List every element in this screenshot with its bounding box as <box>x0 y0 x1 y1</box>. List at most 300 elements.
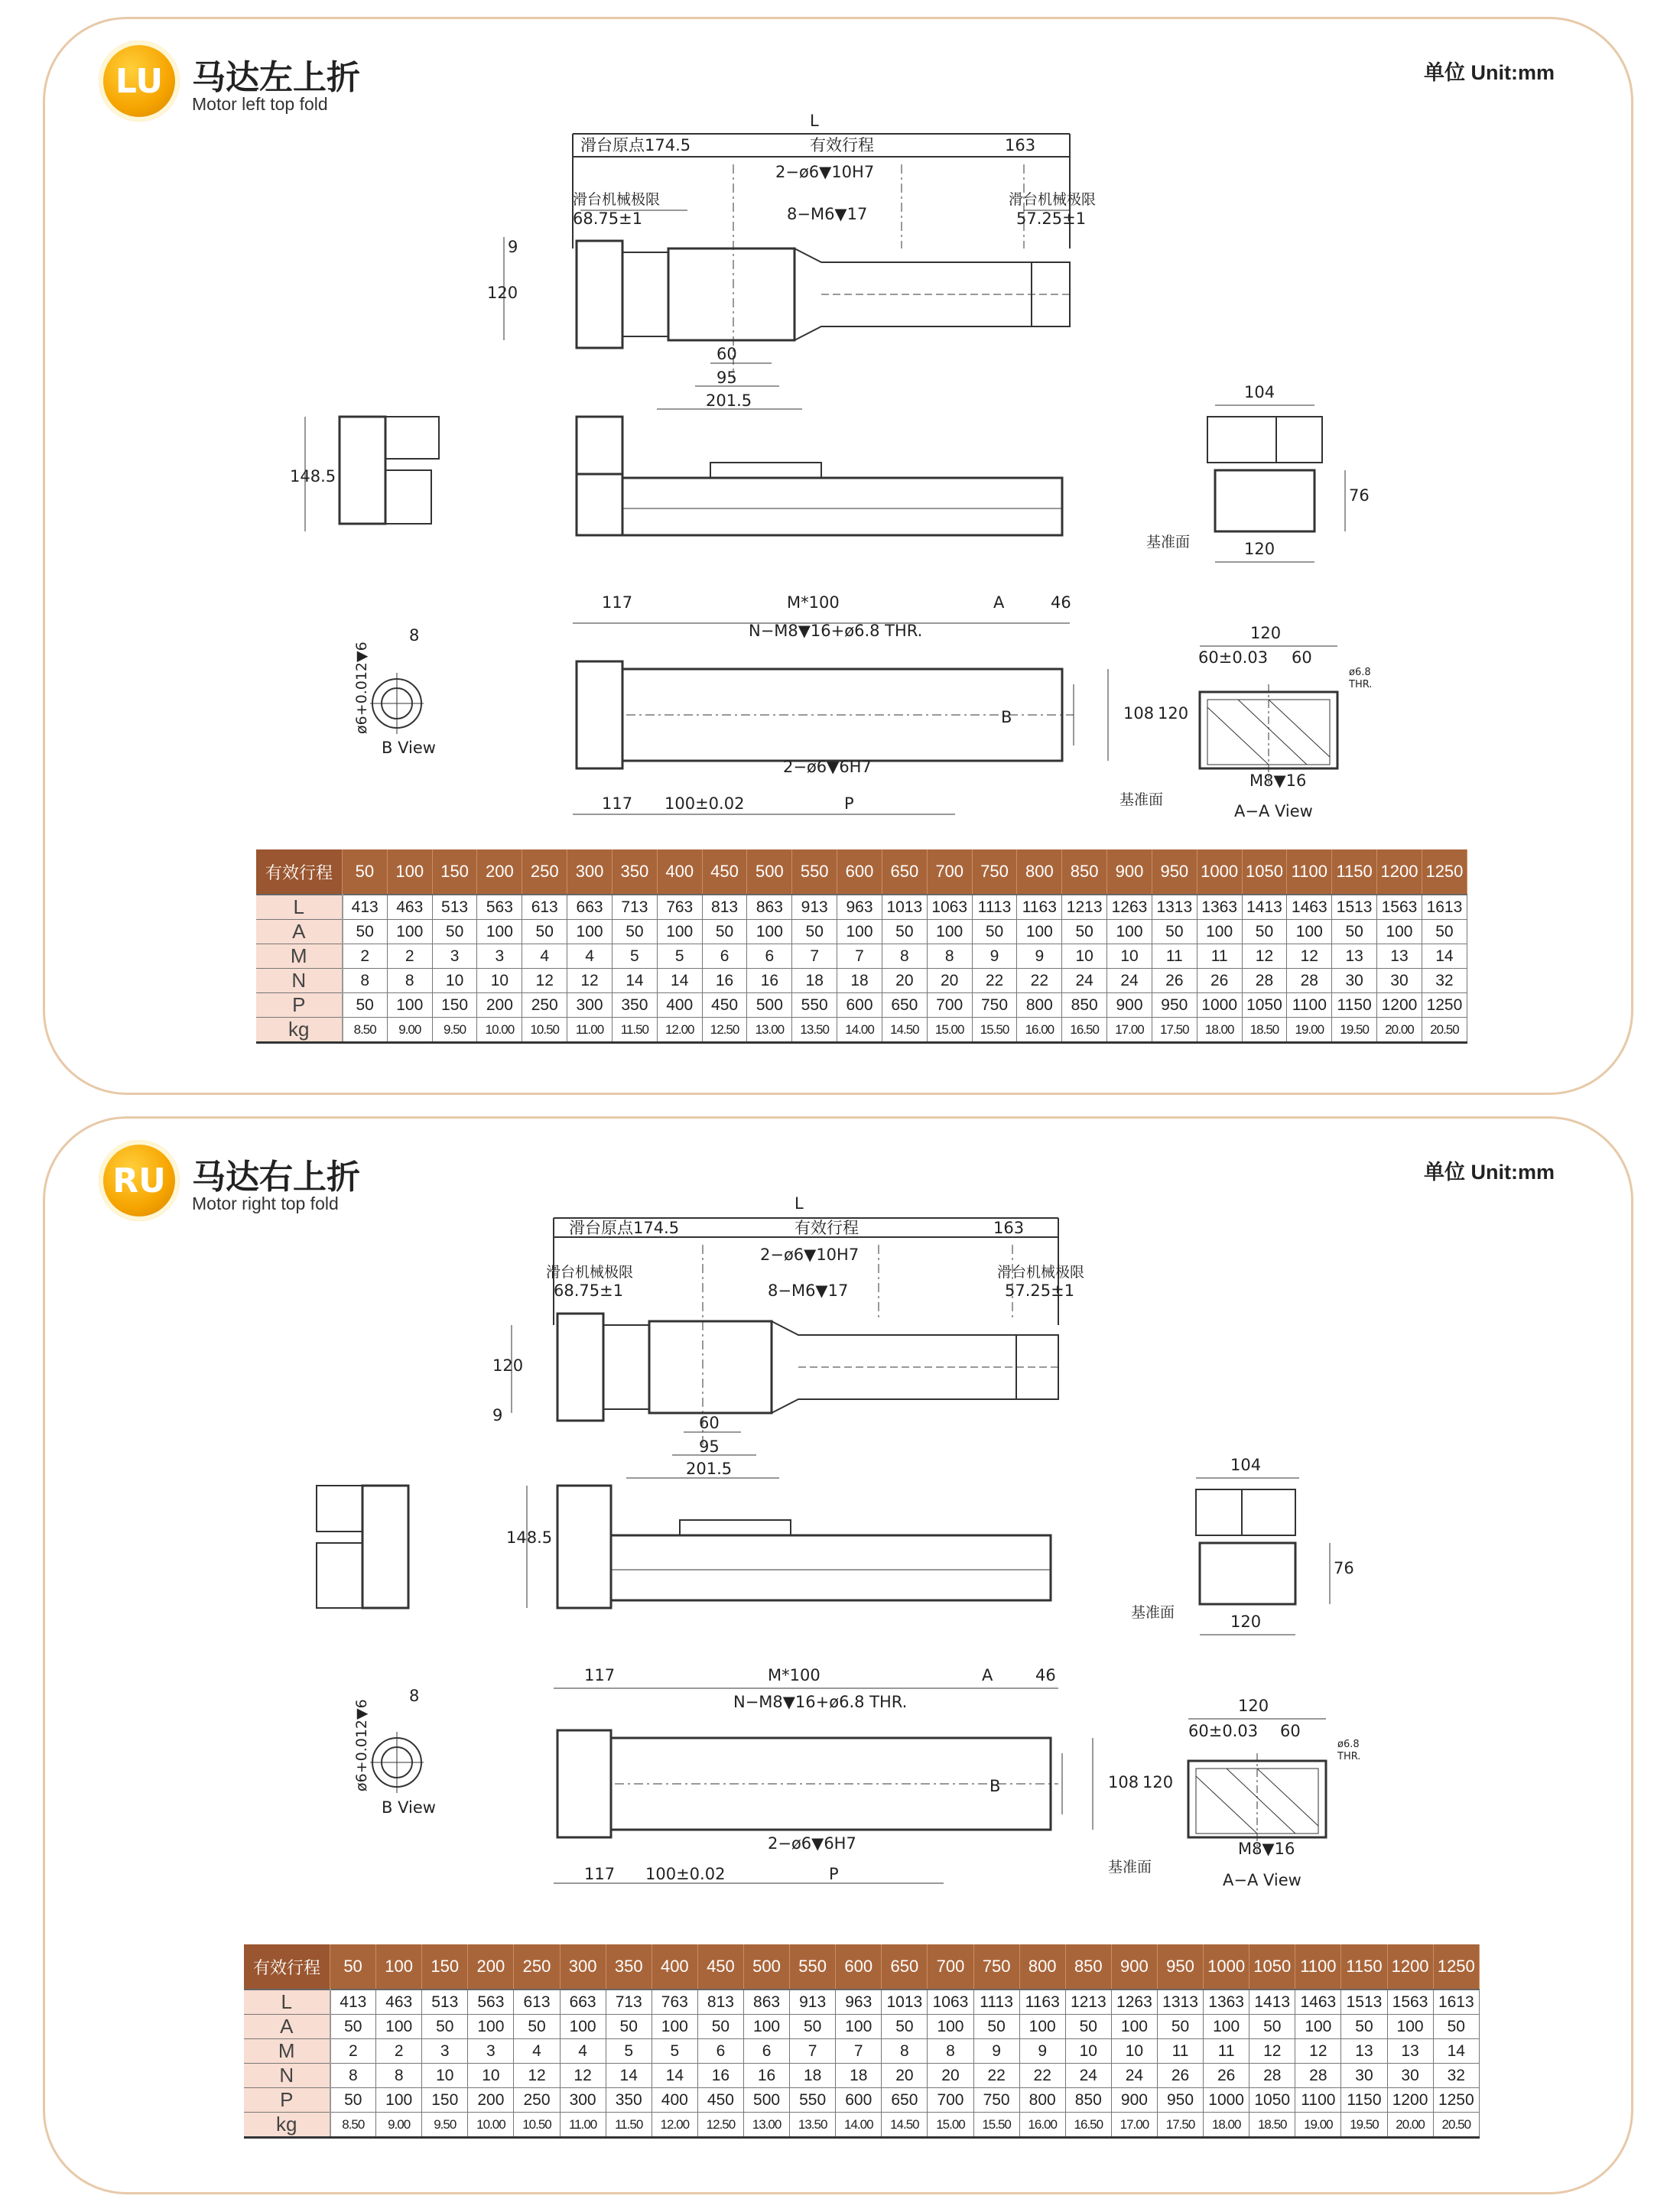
ru-cell: 19.50 <box>1341 2113 1387 2138</box>
lu-dim-104: 104 <box>1244 383 1275 401</box>
lu-cell: 14.00 <box>837 1018 882 1043</box>
lu-cell: 50 <box>612 920 657 944</box>
lu-stroke-header-label: 有效行程 <box>256 849 343 895</box>
ru-cell: 10 <box>1111 2039 1157 2064</box>
ru-cell: 18 <box>836 2064 882 2088</box>
ru-cell: 613 <box>514 1990 560 2015</box>
lu-aa-120: 120 <box>1250 624 1282 642</box>
lu-dim-117b: 117 <box>602 794 633 813</box>
lu-cell: 13 <box>1377 944 1422 969</box>
ru-cell: 100 <box>468 2015 514 2039</box>
ru-cell: 300 <box>560 2088 606 2113</box>
ru-cell: 18 <box>790 2064 836 2088</box>
ru-cell: 17.00 <box>1111 2113 1157 2138</box>
lu-cell: 9 <box>972 944 1017 969</box>
lu-stroke-col-8: 450 <box>702 849 747 895</box>
ru-dim-46: 46 <box>1035 1666 1056 1684</box>
ru-spec-row-kg <box>244 2113 1480 2138</box>
ru-cell: 350 <box>606 2088 652 2113</box>
ru-cell: 32 <box>1433 2064 1479 2088</box>
lu-cell: 28 <box>1242 969 1287 993</box>
lu-stroke-col-16: 850 <box>1062 849 1107 895</box>
lu-cell: 7 <box>792 944 837 969</box>
ru-dim-201-5: 201.5 <box>686 1460 733 1478</box>
lu-cell: 1200 <box>1377 993 1422 1018</box>
ru-cell: 600 <box>836 2088 882 2113</box>
lu-cell: 10.00 <box>477 1018 522 1043</box>
ru-cell: 100 <box>1111 2015 1157 2039</box>
lu-stroke-col-11: 600 <box>837 849 882 895</box>
ru-dim-120: 120 <box>492 1356 524 1375</box>
lu-cell: 3 <box>477 944 522 969</box>
lu-cell: 14 <box>1422 944 1467 969</box>
lu-cell: 1100 <box>1287 993 1332 1018</box>
lu-cell: 850 <box>1062 993 1107 1018</box>
ru-cell: 800 <box>1019 2088 1065 2113</box>
lu-cell: 2 <box>343 944 388 969</box>
ru-dim-8: 8 <box>409 1687 420 1705</box>
ru-cell: 14 <box>606 2064 652 2088</box>
ru-unit-label: 单位 Unit:mm <box>1424 1161 1555 1184</box>
ru-spec-row-a <box>244 2015 1480 2039</box>
lu-cell: 50 <box>882 920 927 944</box>
ru-cell: 400 <box>652 2088 697 2113</box>
ru-cell: 1363 <box>1204 1990 1249 2015</box>
lu-cell: 900 <box>1107 993 1152 1018</box>
lu-aa-60b: 60 <box>1292 648 1312 667</box>
ru-stroke-col-13: 700 <box>928 1944 973 1990</box>
ru-cell: 1413 <box>1249 1990 1295 2015</box>
lu-cell: 50 <box>792 920 837 944</box>
ru-aa-120: 120 <box>1238 1697 1269 1715</box>
ru-dim-117b: 117 <box>584 1865 616 1883</box>
ru-cell: 7 <box>790 2039 836 2064</box>
ru-cell: 15.50 <box>973 2113 1019 2138</box>
ru-cell: 1513 <box>1341 1990 1387 2015</box>
ru-cell: 3 <box>468 2039 514 2064</box>
lu-row-label: A <box>256 920 343 944</box>
lu-dim-tol: ø6+0.012▼6 <box>353 642 370 734</box>
lu-cell: 16.50 <box>1062 1018 1107 1043</box>
lu-cell: 50 <box>522 920 567 944</box>
panel-motor-left-top-fold <box>43 17 1633 1095</box>
lu-cell: 100 <box>747 920 792 944</box>
ru-badge: RU <box>99 1140 180 1221</box>
ru-stroke-col-12: 650 <box>882 1944 928 1990</box>
lu-cell: 550 <box>792 993 837 1018</box>
ru-spec-row-l <box>244 1990 1480 2015</box>
ru-cell: 950 <box>1157 2088 1203 2113</box>
lu-cell: 8 <box>387 969 432 993</box>
lu-cell: 9.00 <box>387 1018 432 1043</box>
lu-aa-view-label: A−A View <box>1234 802 1313 820</box>
lu-aa-60a: 60±0.03 <box>1198 648 1269 667</box>
ru-cell: 100 <box>1387 2015 1433 2039</box>
lu-spec-table <box>256 849 1467 1044</box>
ru-cell: 16.50 <box>1065 2113 1111 2138</box>
ru-cell: 20 <box>928 2064 973 2088</box>
lu-badge: LU <box>99 41 180 122</box>
ru-stroke-header-row <box>244 1944 1480 1990</box>
lu-cell: 18 <box>837 969 882 993</box>
lu-stroke-col-6: 350 <box>612 849 657 895</box>
ru-cell: 1163 <box>1019 1990 1065 2015</box>
lu-cell: 50 <box>343 920 388 944</box>
lu-spec-row-a <box>256 920 1467 944</box>
lu-stroke-col-18: 950 <box>1152 849 1197 895</box>
lu-aa-thr: ø6.8 <box>1349 667 1371 678</box>
lu-cell: 10.50 <box>522 1018 567 1043</box>
lu-cell: 463 <box>387 895 432 920</box>
lu-cell: 13.00 <box>747 1018 792 1043</box>
ru-stroke-col-7: 400 <box>652 1944 697 1990</box>
lu-cell: 12 <box>567 969 613 993</box>
ru-cell: 24 <box>1111 2064 1157 2088</box>
lu-stroke-col-21: 1100 <box>1287 849 1332 895</box>
lu-cell: 1250 <box>1422 993 1467 1018</box>
lu-cell: 1050 <box>1242 993 1287 1018</box>
ru-cell: 250 <box>514 2088 560 2113</box>
ru-cell: 1150 <box>1341 2088 1387 2113</box>
lu-stroke-col-7: 400 <box>657 849 702 895</box>
ru-cell: 1263 <box>1111 1990 1157 2015</box>
lu-cell: 100 <box>387 993 432 1018</box>
lu-cell: 17.00 <box>1107 1018 1152 1043</box>
lu-cell: 863 <box>747 895 792 920</box>
lu-cell: 100 <box>1287 920 1332 944</box>
lu-b-view <box>370 673 424 734</box>
ru-cell: 16 <box>743 2064 789 2088</box>
ru-dim-n-hole: N−M8▼16+ø6.8 THR. <box>733 1693 908 1711</box>
ru-cell: 50 <box>606 2015 652 2039</box>
ru-cell: 1113 <box>973 1990 1019 2015</box>
lu-cell: 800 <box>1017 993 1062 1018</box>
ru-cell: 900 <box>1111 2088 1157 2113</box>
lu-cell: 1013 <box>882 895 927 920</box>
ru-dim-screw: 8−M6▼17 <box>768 1281 849 1300</box>
lu-cell: 15.00 <box>927 1018 972 1043</box>
ru-stroke-col-15: 800 <box>1019 1944 1065 1990</box>
lu-stroke-col-10: 550 <box>792 849 837 895</box>
ru-cell: 713 <box>606 1990 652 2015</box>
lu-cell: 1513 <box>1332 895 1377 920</box>
ru-cell: 3 <box>422 2039 468 2064</box>
ru-cell: 50 <box>1249 2015 1295 2039</box>
ru-cell: 22 <box>973 2064 1019 2088</box>
ru-b-view <box>370 1732 424 1793</box>
ru-cell: 11 <box>1157 2039 1203 2064</box>
ru-stroke-col-6: 350 <box>606 1944 652 1990</box>
lu-cell: 20.00 <box>1377 1018 1422 1043</box>
lu-dim-n-hole: N−M8▼16+ø6.8 THR. <box>749 622 923 640</box>
lu-cell: 6 <box>747 944 792 969</box>
lu-spec-row-m <box>256 944 1467 969</box>
lu-cell: 100 <box>567 920 613 944</box>
lu-row-label: L <box>256 895 343 920</box>
lu-cell: 1163 <box>1017 895 1062 920</box>
lu-cell: 8 <box>343 969 388 993</box>
lu-cell: 14 <box>657 969 702 993</box>
ru-cell: 2 <box>330 2039 376 2064</box>
ru-stroke-col-9: 500 <box>743 1944 789 1990</box>
lu-cell: 100 <box>1377 920 1422 944</box>
lu-aa-view <box>1200 646 1337 784</box>
lu-cell: 12 <box>522 969 567 993</box>
lu-dim-A: A <box>993 593 1005 612</box>
ru-spec-row-m <box>244 2039 1480 2064</box>
ru-cell: 1250 <box>1433 2088 1479 2113</box>
ru-dim-117: 117 <box>584 1666 616 1684</box>
lu-cell: 663 <box>567 895 613 920</box>
lu-spec-body <box>256 895 1467 1043</box>
lu-cell: 350 <box>612 993 657 1018</box>
ru-stroke-col-20: 1050 <box>1249 1944 1295 1990</box>
lu-cell: 500 <box>747 993 792 1018</box>
ru-stroke-col-0: 50 <box>330 1944 376 1990</box>
lu-cell: 300 <box>567 993 613 1018</box>
ru-stroke-col-23: 1200 <box>1387 1944 1433 1990</box>
lu-stroke-col-13: 700 <box>927 849 972 895</box>
lu-cell: 413 <box>343 895 388 920</box>
lu-cell: 1613 <box>1422 895 1467 920</box>
lu-stroke-col-3: 200 <box>477 849 522 895</box>
lu-aa-m8: M8▼16 <box>1249 771 1307 790</box>
ru-dim-108: 108 <box>1108 1773 1139 1791</box>
ru-cell: 100 <box>836 2015 882 2039</box>
lu-dim-limit-right: 滑台机械极限 <box>1009 191 1097 208</box>
lu-cell: 50 <box>1152 920 1197 944</box>
ru-row-label: kg <box>244 2113 330 2138</box>
ru-cell: 14.00 <box>836 2113 882 2138</box>
lu-dim-8: 8 <box>409 626 420 645</box>
lu-cell: 600 <box>837 993 882 1018</box>
ru-dim-m100: M*100 <box>768 1666 821 1684</box>
lu-dim-163: 163 <box>1005 136 1036 154</box>
ru-cell: 19.00 <box>1295 2113 1341 2138</box>
ru-spec-row-p <box>244 2088 1480 2113</box>
lu-stroke-col-12: 650 <box>882 849 927 895</box>
lu-cell: 563 <box>477 895 522 920</box>
lu-cell: 7 <box>837 944 882 969</box>
ru-cell: 2 <box>376 2039 422 2064</box>
ru-stroke-header-label: 有效行程 <box>244 1944 330 1990</box>
lu-dim-95: 95 <box>717 369 737 387</box>
lu-cell: 9.50 <box>432 1018 477 1043</box>
ru-cell: 100 <box>743 2015 789 2039</box>
lu-cell: 150 <box>432 993 477 1018</box>
ru-cell: 100 <box>1019 2015 1065 2039</box>
ru-cell: 11.50 <box>606 2113 652 2138</box>
ru-right-end-view <box>1196 1478 1330 1635</box>
ru-cell: 12.00 <box>652 2113 697 2138</box>
lu-cell: 513 <box>432 895 477 920</box>
lu-cell: 20 <box>927 969 972 993</box>
ru-cell: 12.50 <box>697 2113 743 2138</box>
lu-stroke-col-15: 800 <box>1017 849 1062 895</box>
ru-cell: 50 <box>697 2015 743 2039</box>
ru-cell: 8 <box>330 2064 376 2088</box>
ru-stroke-col-3: 200 <box>468 1944 514 1990</box>
lu-cell: 30 <box>1377 969 1422 993</box>
lu-stroke-col-14: 750 <box>972 849 1017 895</box>
ru-aa-m8: M8▼16 <box>1238 1840 1295 1858</box>
lu-cell: 11.50 <box>612 1018 657 1043</box>
ru-title-cn: 马达右上折 <box>192 1158 360 1197</box>
lu-dim-46: 46 <box>1051 593 1071 612</box>
lu-dim-P: P <box>844 794 854 813</box>
ru-cell: 14.50 <box>882 2113 928 2138</box>
lu-spec-row-kg <box>256 1018 1467 1043</box>
ru-cell: 463 <box>376 1990 422 2015</box>
lu-cell: 1113 <box>972 895 1017 920</box>
ru-row-label: M <box>244 2039 330 2064</box>
ru-cell: 50 <box>330 2088 376 2113</box>
ru-dim-120c: 120 <box>1142 1773 1174 1791</box>
lu-dim-limit-left: 滑台机械极限 <box>573 191 661 208</box>
lu-right-end-view <box>1207 405 1345 562</box>
lu-spec-row-p <box>256 993 1467 1018</box>
lu-cell: 16.00 <box>1017 1018 1062 1043</box>
ru-cell: 12 <box>1249 2039 1295 2064</box>
ru-dim-limit-left-val: 68.75±1 <box>554 1281 624 1300</box>
lu-cell: 24 <box>1062 969 1107 993</box>
ru-dim-B: B <box>989 1777 1001 1795</box>
lu-dim-60: 60 <box>717 345 737 363</box>
ru-cell: 28 <box>1295 2064 1341 2088</box>
lu-cell: 763 <box>657 895 702 920</box>
lu-cell: 250 <box>522 993 567 1018</box>
ru-cell: 1313 <box>1157 1990 1203 2015</box>
ru-cell: 26 <box>1157 2064 1203 2088</box>
ru-side-view <box>527 1486 1051 1608</box>
ru-cell: 18.50 <box>1249 2113 1295 2138</box>
ru-cell: 16.00 <box>1019 2113 1065 2138</box>
ru-cell: 10 <box>422 2064 468 2088</box>
ru-stroke-col-11: 600 <box>836 1944 882 1990</box>
ru-cell: 1563 <box>1387 1990 1433 2015</box>
lu-stroke-header-row <box>256 849 1467 895</box>
lu-cell: 50 <box>1062 920 1107 944</box>
ru-b-view-label: B View <box>382 1798 436 1817</box>
lu-stroke-col-4: 250 <box>522 849 567 895</box>
lu-cell: 17.50 <box>1152 1018 1197 1043</box>
lu-cell: 19.00 <box>1287 1018 1332 1043</box>
lu-dim-148-5: 148.5 <box>290 467 336 486</box>
lu-cell: 3 <box>432 944 477 969</box>
ru-aa-view-label: A−A View <box>1223 1871 1301 1889</box>
ru-cell: 1613 <box>1433 1990 1479 2015</box>
lu-dim-limit-right-val: 57.25±1 <box>1016 210 1087 228</box>
ru-cell: 8 <box>376 2064 422 2088</box>
lu-stroke-col-17: 900 <box>1107 849 1152 895</box>
ru-cell: 1463 <box>1295 1990 1341 2015</box>
lu-cell: 50 <box>702 920 747 944</box>
ru-cell: 1063 <box>928 1990 973 2015</box>
ru-cell: 20.50 <box>1433 2113 1479 2138</box>
lu-dim-ref: 基准面 <box>1146 534 1191 551</box>
ru-cell: 50 <box>882 2015 928 2039</box>
lu-cell: 100 <box>657 920 702 944</box>
lu-cell: 14 <box>612 969 657 993</box>
ru-cell: 963 <box>836 1990 882 2015</box>
ru-spec-table <box>244 1944 1480 2139</box>
lu-dim-screw: 8−M6▼17 <box>787 205 868 223</box>
lu-dim-limit-left-val: 68.75±1 <box>573 210 643 228</box>
ru-spec-row-n <box>244 2064 1480 2088</box>
ru-stroke-col-19: 1000 <box>1204 1944 1249 1990</box>
lu-cell: 1313 <box>1152 895 1197 920</box>
lu-side-view <box>577 417 1062 535</box>
ru-cell: 18.00 <box>1204 2113 1249 2138</box>
ru-cell: 12 <box>514 2064 560 2088</box>
ru-cell: 1050 <box>1249 2088 1295 2113</box>
lu-stroke-col-1: 100 <box>387 849 432 895</box>
lu-bottom-view <box>573 623 1108 814</box>
ru-cell: 26 <box>1204 2064 1249 2088</box>
ru-dim-163: 163 <box>993 1219 1025 1237</box>
lu-cell: 1563 <box>1377 895 1422 920</box>
ru-title-en: Motor right top fold <box>192 1194 339 1213</box>
ru-cell: 9 <box>1019 2039 1065 2064</box>
ru-cell: 563 <box>468 1990 514 2015</box>
ru-cell: 15.00 <box>928 2113 973 2138</box>
lu-cell: 8 <box>882 944 927 969</box>
lu-stroke-col-5: 300 <box>567 849 613 895</box>
lu-cell: 12 <box>1287 944 1332 969</box>
ru-cell: 12 <box>1295 2039 1341 2064</box>
lu-cell: 1363 <box>1197 895 1242 920</box>
ru-dim-tol: ø6+0.012▼6 <box>353 1699 370 1791</box>
lu-cell: 18.00 <box>1197 1018 1242 1043</box>
ru-cell: 763 <box>652 1990 697 2015</box>
lu-cell: 4 <box>567 944 613 969</box>
ru-cell: 850 <box>1065 2088 1111 2113</box>
lu-cell: 30 <box>1332 969 1377 993</box>
ru-cell: 14 <box>1433 2039 1479 2064</box>
ru-cell: 100 <box>1295 2015 1341 2039</box>
ru-spec-body <box>244 1990 1480 2138</box>
ru-cell: 100 <box>560 2015 606 2039</box>
ru-cell: 13.50 <box>790 2113 836 2138</box>
lu-cell: 200 <box>477 993 522 1018</box>
lu-cell: 750 <box>972 993 1017 1018</box>
ru-cell: 50 <box>790 2015 836 2039</box>
lu-cell: 6 <box>702 944 747 969</box>
ru-dim-ref: 基准面 <box>1131 1604 1175 1621</box>
ru-cell: 50 <box>973 2015 1019 2039</box>
lu-dim-pin2: 2−ø6▼6H7 <box>783 758 872 776</box>
lu-cell: 100 <box>477 920 522 944</box>
ru-stroke-col-10: 550 <box>790 1944 836 1990</box>
lu-cell: 50 <box>1242 920 1287 944</box>
lu-cell: 9 <box>1017 944 1062 969</box>
lu-cell: 450 <box>702 993 747 1018</box>
lu-dim-117: 117 <box>602 593 633 612</box>
lu-cell: 12.50 <box>702 1018 747 1043</box>
ru-row-label: N <box>244 2064 330 2088</box>
ru-cell: 450 <box>697 2088 743 2113</box>
ru-cell: 913 <box>790 1990 836 2015</box>
lu-cell: 1463 <box>1287 895 1332 920</box>
ru-aa-60a: 60±0.03 <box>1188 1722 1259 1740</box>
lu-stroke-col-2: 150 <box>432 849 477 895</box>
lu-cell: 10 <box>1107 944 1152 969</box>
lu-cell: 950 <box>1152 993 1197 1018</box>
lu-cell: 16 <box>702 969 747 993</box>
lu-cell: 1413 <box>1242 895 1287 920</box>
ru-cell: 13 <box>1387 2039 1433 2064</box>
lu-cell: 14.50 <box>882 1018 927 1043</box>
